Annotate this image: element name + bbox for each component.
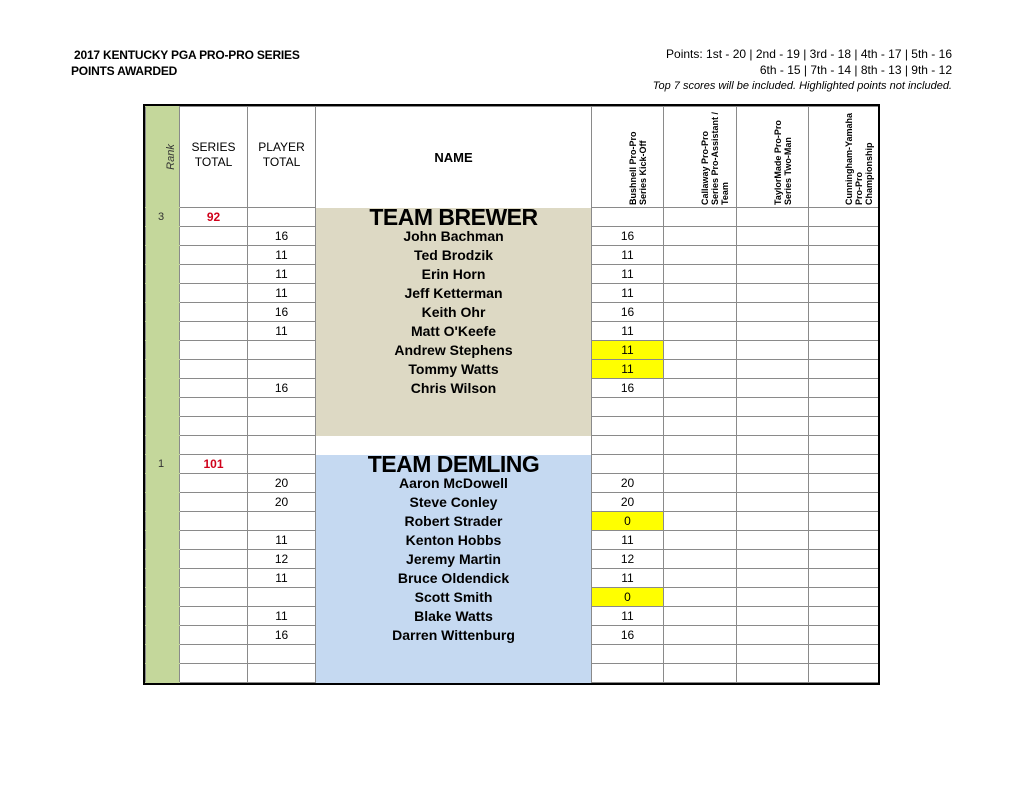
event-points-cell	[737, 455, 809, 474]
rank-cell	[146, 379, 180, 398]
name-cell	[316, 664, 592, 683]
event-points-cell	[737, 474, 809, 493]
event-points-cell	[809, 531, 879, 550]
empty-row	[146, 417, 879, 436]
player-total-cell	[248, 398, 316, 417]
event-points-cell	[809, 303, 879, 322]
player-name: Bruce Oldendick	[316, 569, 592, 588]
event-points-cell	[809, 645, 879, 664]
event-points-cell	[664, 550, 737, 569]
header-row	[146, 107, 879, 208]
event-points-cell	[664, 417, 737, 436]
player-total: 11	[248, 284, 316, 303]
series-total-cell	[180, 436, 248, 455]
player-row	[146, 550, 879, 569]
event-points-cell	[592, 417, 664, 436]
document-title: 2017 KENTUCKY PGA PRO-PRO SERIES	[74, 48, 300, 62]
event-points-cell	[737, 379, 809, 398]
points-table	[143, 104, 880, 685]
event-points-cell	[809, 683, 879, 686]
event-points-cell	[664, 683, 737, 686]
event-points-cell	[737, 512, 809, 531]
series-total-cell	[180, 284, 248, 303]
event-header-kickoff: Bushnell Pro-Pro Series Kick-Off	[592, 107, 664, 208]
series-total-cell	[180, 569, 248, 588]
team-name: TEAM DEMLING	[316, 455, 592, 474]
series-total-cell	[180, 683, 248, 686]
series-total-cell	[180, 588, 248, 607]
event-points-cell	[809, 664, 879, 683]
player-name: Robert Strader	[316, 512, 592, 531]
event-points-cell	[664, 360, 737, 379]
rank-cell	[146, 588, 180, 607]
player-total-cell	[248, 683, 316, 686]
player-total: 20	[248, 474, 316, 493]
event-points-cell	[809, 455, 879, 474]
team-header-row	[146, 208, 879, 227]
player-total: 11	[248, 531, 316, 550]
kickoff-points: 11	[592, 246, 664, 265]
event-points-cell	[737, 626, 809, 645]
kickoff-points: 16	[592, 227, 664, 246]
event-points-cell	[809, 512, 879, 531]
event-header-pro-assistant: Callaway Pro-Pro Series Pro-Assistant / Team	[664, 107, 737, 208]
rank-cell	[146, 569, 180, 588]
player-row	[146, 227, 879, 246]
event-points-cell	[737, 341, 809, 360]
player-name: Steve Conley	[316, 493, 592, 512]
kickoff-points: 16	[592, 626, 664, 645]
event-points-cell	[737, 284, 809, 303]
event-points-cell	[809, 588, 879, 607]
event-points-cell	[664, 512, 737, 531]
event-points-cell	[737, 246, 809, 265]
kickoff-points: 11	[592, 360, 664, 379]
player-total	[248, 512, 316, 531]
event-points-cell	[809, 417, 879, 436]
player-row	[146, 303, 879, 322]
player-row	[146, 531, 879, 550]
event-points-cell	[809, 284, 879, 303]
player-total: 16	[248, 227, 316, 246]
series-total-cell	[180, 322, 248, 341]
event-points-cell	[809, 341, 879, 360]
series-total-cell	[180, 645, 248, 664]
event-points-cell	[737, 664, 809, 683]
player-row	[146, 569, 879, 588]
player-total: 11	[248, 246, 316, 265]
event-points-cell	[737, 227, 809, 246]
series-total-cell	[180, 512, 248, 531]
event-points-cell	[664, 322, 737, 341]
event-points-cell	[809, 322, 879, 341]
series-total-cell	[180, 626, 248, 645]
rank-cell	[146, 474, 180, 493]
event-points-cell	[809, 550, 879, 569]
player-name: Blake Watts	[316, 607, 592, 626]
rank-cell	[146, 436, 180, 455]
player-row	[146, 588, 879, 607]
series-total-cell	[180, 379, 248, 398]
player-name: Chris Wilson	[316, 379, 592, 398]
event-points-cell	[592, 683, 664, 686]
player-total: 11	[248, 607, 316, 626]
event-points-cell	[664, 531, 737, 550]
player-total: 20	[248, 493, 316, 512]
player-total: 11	[248, 569, 316, 588]
event-points-cell	[592, 645, 664, 664]
series-total-cell	[180, 303, 248, 322]
player-name: Jeremy Martin	[316, 550, 592, 569]
player-row	[146, 493, 879, 512]
event-header-championship: Cunningham-Yamaha Pro-Pro Championship	[809, 107, 879, 208]
name-cell	[316, 683, 592, 686]
rank-cell	[146, 512, 180, 531]
rank-cell	[146, 645, 180, 664]
event-points-cell	[592, 455, 664, 474]
empty-row	[146, 683, 879, 686]
kickoff-points: 11	[592, 341, 664, 360]
player-total: 16	[248, 379, 316, 398]
player-row	[146, 284, 879, 303]
series-total-cell	[180, 341, 248, 360]
event-points-cell	[737, 588, 809, 607]
player-total: 16	[248, 626, 316, 645]
event-points-cell	[664, 588, 737, 607]
event-points-cell	[737, 645, 809, 664]
event-points-cell	[664, 341, 737, 360]
rank-cell	[146, 284, 180, 303]
event-points-cell	[664, 569, 737, 588]
empty-row	[146, 645, 879, 664]
player-name: Ted Brodzik	[316, 246, 592, 265]
team-rank: 3	[146, 208, 180, 227]
player-total-cell	[248, 455, 316, 474]
rank-header: Rank	[146, 107, 180, 208]
event-points-cell	[737, 398, 809, 417]
event-points-cell	[809, 474, 879, 493]
name-cell	[316, 417, 592, 436]
event-points-cell	[664, 607, 737, 626]
event-header-two-man: TaylorMade Pro-Pro Series Two-Man	[737, 107, 809, 208]
event-points-cell	[737, 322, 809, 341]
event-points-cell	[737, 360, 809, 379]
kickoff-points: 11	[592, 531, 664, 550]
series-total-cell	[180, 493, 248, 512]
event-points-cell	[737, 417, 809, 436]
rank-cell	[146, 493, 180, 512]
rank-cell	[146, 607, 180, 626]
series-total-cell	[180, 531, 248, 550]
event-points-cell	[737, 607, 809, 626]
player-total	[248, 341, 316, 360]
rank-cell	[146, 246, 180, 265]
player-row	[146, 322, 879, 341]
player-row	[146, 474, 879, 493]
player-total	[248, 588, 316, 607]
name-cell	[316, 645, 592, 664]
event-points-cell	[809, 493, 879, 512]
event-points-cell	[809, 227, 879, 246]
rank-cell	[146, 265, 180, 284]
kickoff-points: 0	[592, 588, 664, 607]
player-name: Andrew Stephens	[316, 341, 592, 360]
player-name: Scott Smith	[316, 588, 592, 607]
player-total-cell	[248, 645, 316, 664]
event-points-cell	[809, 360, 879, 379]
event-points-cell	[809, 626, 879, 645]
player-total: 11	[248, 322, 316, 341]
team-header-row	[146, 455, 879, 474]
event-points-cell	[664, 284, 737, 303]
event-points-cell	[737, 208, 809, 227]
series-total-header: SERIES TOTAL	[180, 107, 248, 208]
rank-cell	[146, 550, 180, 569]
kickoff-points: 16	[592, 379, 664, 398]
event-points-cell	[809, 246, 879, 265]
event-points-cell	[664, 303, 737, 322]
event-points-cell	[664, 246, 737, 265]
player-total	[248, 360, 316, 379]
kickoff-points: 11	[592, 569, 664, 588]
rank-cell	[146, 227, 180, 246]
player-name: Tommy Watts	[316, 360, 592, 379]
player-row	[146, 341, 879, 360]
series-total: 92	[180, 208, 248, 227]
points-scale-line1: Points: 1st - 20 | 2nd - 19 | 3rd - 18 | 4th - 17 | 5th - 16	[666, 47, 952, 61]
event-points-cell	[809, 436, 879, 455]
player-total-cell	[248, 208, 316, 227]
event-points-cell	[664, 474, 737, 493]
event-points-cell	[592, 398, 664, 417]
empty-row	[146, 664, 879, 683]
series-total-cell	[180, 474, 248, 493]
name-cell	[316, 398, 592, 417]
series-total-cell	[180, 398, 248, 417]
event-points-cell	[737, 265, 809, 284]
event-points-cell	[592, 664, 664, 683]
player-total: 16	[248, 303, 316, 322]
event-points-cell	[809, 265, 879, 284]
rank-cell	[146, 398, 180, 417]
event-points-cell	[737, 683, 809, 686]
rank-cell	[146, 417, 180, 436]
series-total-cell	[180, 246, 248, 265]
series-total-cell	[180, 607, 248, 626]
player-total: 12	[248, 550, 316, 569]
rank-cell	[146, 322, 180, 341]
rank-cell	[146, 664, 180, 683]
player-name: Erin Horn	[316, 265, 592, 284]
player-name: Keith Ohr	[316, 303, 592, 322]
kickoff-points: 12	[592, 550, 664, 569]
document-subtitle: POINTS AWARDED	[71, 64, 178, 78]
player-row	[146, 607, 879, 626]
player-row	[146, 265, 879, 284]
kickoff-points: 0	[592, 512, 664, 531]
empty-row	[146, 398, 879, 417]
event-points-cell	[737, 569, 809, 588]
event-points-cell	[737, 550, 809, 569]
series-total: 101	[180, 455, 248, 474]
event-points-cell	[809, 208, 879, 227]
rank-cell	[146, 360, 180, 379]
rank-cell	[146, 341, 180, 360]
kickoff-points: 11	[592, 284, 664, 303]
event-points-cell	[664, 664, 737, 683]
player-name: Aaron McDowell	[316, 474, 592, 493]
series-total-cell	[180, 227, 248, 246]
player-row	[146, 626, 879, 645]
kickoff-points: 11	[592, 607, 664, 626]
rank-cell	[146, 531, 180, 550]
player-name: John Bachman	[316, 227, 592, 246]
event-points-cell	[809, 379, 879, 398]
player-total-header: PLAYER TOTAL	[248, 107, 316, 208]
event-points-cell	[737, 493, 809, 512]
event-points-cell	[809, 569, 879, 588]
scoring-note: Top 7 scores will be included. Highlighted points not included.	[652, 80, 952, 92]
event-points-cell	[664, 265, 737, 284]
event-points-cell	[809, 607, 879, 626]
series-total-cell	[180, 664, 248, 683]
player-row	[146, 246, 879, 265]
player-name: Darren Wittenburg	[316, 626, 592, 645]
event-points-cell	[664, 455, 737, 474]
kickoff-points: 11	[592, 322, 664, 341]
series-total-cell	[180, 417, 248, 436]
event-points-cell	[664, 645, 737, 664]
event-points-cell	[809, 398, 879, 417]
kickoff-points: 20	[592, 493, 664, 512]
player-name: Kenton Hobbs	[316, 531, 592, 550]
event-points-cell	[664, 227, 737, 246]
team-name: TEAM BREWER	[316, 208, 592, 227]
kickoff-points: 11	[592, 265, 664, 284]
player-name: Matt O'Keefe	[316, 322, 592, 341]
player-row	[146, 512, 879, 531]
rank-cell	[146, 683, 180, 686]
event-points-cell	[737, 436, 809, 455]
series-total-cell	[180, 265, 248, 284]
team-rank: 1	[146, 455, 180, 474]
series-total-cell	[180, 360, 248, 379]
event-points-cell	[592, 436, 664, 455]
event-points-cell	[737, 531, 809, 550]
player-row	[146, 379, 879, 398]
kickoff-points: 16	[592, 303, 664, 322]
event-points-cell	[664, 208, 737, 227]
player-name: Jeff Ketterman	[316, 284, 592, 303]
player-row	[146, 360, 879, 379]
event-points-cell	[664, 626, 737, 645]
event-points-cell	[592, 208, 664, 227]
event-points-cell	[737, 303, 809, 322]
kickoff-points: 20	[592, 474, 664, 493]
points-scale-line2: 6th - 15 | 7th - 14 | 8th - 13 | 9th - 12	[759, 63, 952, 77]
rank-cell	[146, 626, 180, 645]
rank-cell	[146, 303, 180, 322]
series-total-cell	[180, 550, 248, 569]
player-total-cell	[248, 417, 316, 436]
event-points-cell	[664, 398, 737, 417]
event-points-cell	[664, 379, 737, 398]
event-points-cell	[664, 493, 737, 512]
name-header: NAME	[316, 107, 592, 208]
player-total-cell	[248, 664, 316, 683]
name-cell	[316, 436, 592, 455]
event-points-cell	[664, 436, 737, 455]
player-total: 11	[248, 265, 316, 284]
player-total-cell	[248, 436, 316, 455]
empty-row	[146, 436, 879, 455]
